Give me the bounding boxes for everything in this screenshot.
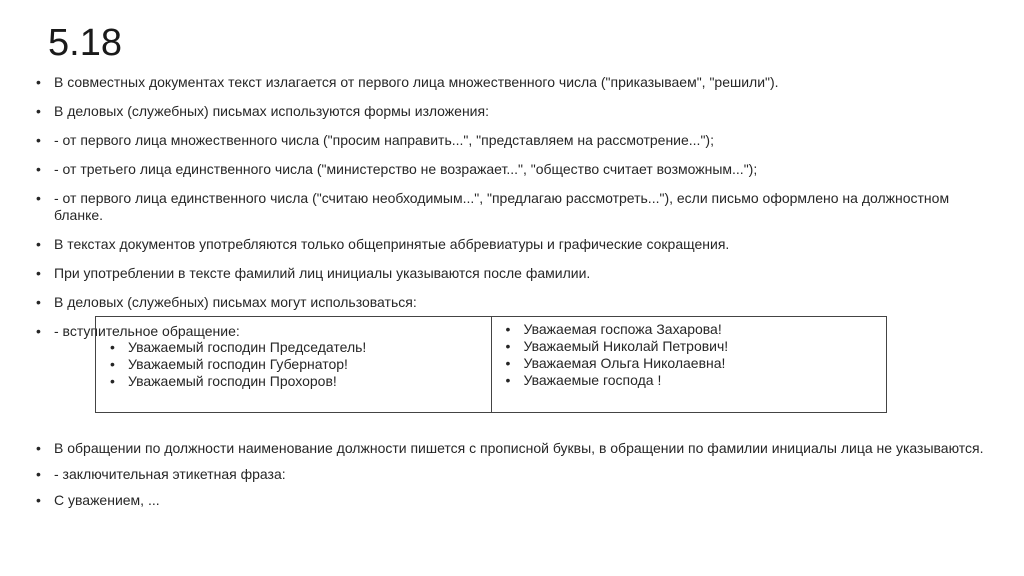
list-item: • Уважаемый господин Председатель!	[106, 339, 491, 356]
bullet-item: • - от первого лица единственного числа ("считаю необходимым...", "предлагаю рассмотреть..."), если письмо оформлено на должностном бланке.	[36, 190, 996, 224]
table-cell-left	[96, 317, 492, 413]
bullet-item: • - от третьего лица единственного числа ("министерство не возражает...", "общество считает возможным...");	[36, 161, 996, 178]
table-row	[96, 317, 887, 413]
slide-title: 5.18	[48, 22, 122, 64]
list-item: • Уважаемый господин Губернатор!	[106, 356, 491, 373]
bullet-item: • В совместных документах текст излагается от первого лица множественного числа ("приказываем", "решили").	[36, 74, 996, 91]
greeting-list-left	[96, 317, 491, 390]
bullet-item: • - заключительная этикетная фраза:	[36, 466, 996, 483]
list-item: • Уважаемые господа !	[502, 372, 887, 389]
bullet-list-bottom	[36, 440, 996, 518]
table-cell-right	[491, 317, 887, 413]
bullet-item: • В деловых (служебных) письмах используются формы изложения:	[36, 103, 996, 120]
bullet-item: • С уважением, ...	[36, 492, 996, 509]
bullet-item: • В обращении по должности наименование должности пишется с прописной буквы, в обращении по фамилии инициалы лица не указываются.	[36, 440, 996, 457]
list-item: • Уважаемый господин Прохоров!	[106, 373, 491, 390]
bullet-item: • При употреблении в тексте фамилий лиц инициалы указываются после фамилии.	[36, 265, 996, 282]
bullet-item: • В текстах документов употребляются только общепринятые аббревиатуры и графические сокращения.	[36, 236, 996, 253]
bullet-item: • В деловых (служебных) письмах могут использоваться:	[36, 294, 996, 311]
list-item: • Уважаемая Ольга Николаевна!	[502, 355, 887, 372]
greeting-list-right	[492, 317, 887, 389]
bullet-list-top	[36, 74, 996, 352]
greeting-examples-table	[95, 316, 887, 413]
bullet-item: • - вступительное обращение:	[36, 323, 996, 340]
list-item: • Уважаемая госпожа Захарова!	[502, 321, 887, 338]
list-item: • Уважаемый Николай Петрович!	[502, 338, 887, 355]
bullet-item: • - от первого лица множественного числа ("просим направить...", "представляем на рассмотрение...");	[36, 132, 996, 149]
